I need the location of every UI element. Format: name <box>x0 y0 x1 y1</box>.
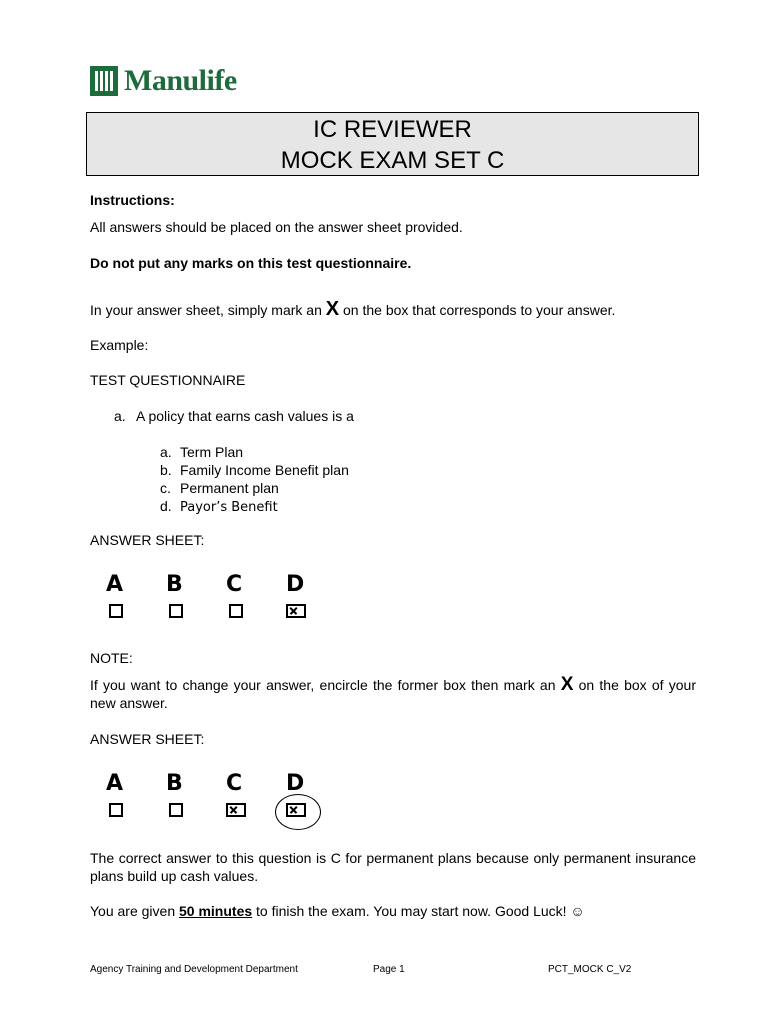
footer-page-number: Page 1 <box>373 964 405 975</box>
question-text: A policy that earns cash values is a <box>136 408 354 424</box>
time-instruction: You are given 50 minutes to finish the exam. You may start now. Good Luck! ☺ <box>90 903 585 919</box>
answer-letter-b: B <box>166 572 183 597</box>
mark-instruction-post: on the box that corresponds to your answer. <box>339 302 616 318</box>
option-b: b. Family Income Benefit plan <box>160 462 349 478</box>
options-list <box>160 443 349 515</box>
manulife-logo <box>90 64 237 98</box>
answer-letter-d-2: D <box>286 771 305 796</box>
instructions-line-2: Do not put any marks on this test questionnaire. <box>90 255 412 271</box>
answer-letter-d: D <box>286 572 305 597</box>
option-d: d. Payor’s Benefit <box>160 498 278 515</box>
answer-letter-c-2: C <box>226 771 243 796</box>
answer-sheet-label-2: ANSWER SHEET: <box>90 731 205 747</box>
answer-box-a <box>109 604 123 618</box>
instructions-heading: Instructions: <box>90 192 175 208</box>
answer-box-b <box>169 604 183 618</box>
answer-letter-a: A <box>106 572 124 597</box>
note-heading: NOTE: <box>90 650 133 666</box>
footer-left: Agency Training and Development Department <box>90 964 298 975</box>
answer-box-a-2 <box>109 803 123 817</box>
answer-box-c <box>229 604 243 618</box>
answer-sheet-example-2 <box>106 771 346 817</box>
title-line-1: IC REVIEWER <box>313 116 472 143</box>
explanation: The correct answer to this question is C for permanent plans because only permanent insurance plans build up cash values. <box>90 850 696 884</box>
title-line-2: MOCK EXAM SET C <box>280 147 505 174</box>
answer-sheet-example-1 <box>106 572 346 618</box>
answer-box-b-2 <box>169 803 183 817</box>
answer-letter-a-2: A <box>106 771 124 796</box>
answer-letter-c: C <box>226 572 243 597</box>
example-label: Example: <box>90 337 149 353</box>
manulife-logo-icon <box>90 66 118 96</box>
answer-box-c-2-marked <box>226 803 246 817</box>
option-a: a. Term Plan <box>160 444 244 460</box>
instructions-line-1: All answers should be placed on the answer sheet provided. <box>90 219 463 235</box>
answer-letter-b-2: B <box>166 771 183 796</box>
title-box <box>86 112 699 176</box>
option-c: c. Permanent plan <box>160 480 279 496</box>
x-mark-glyph-2: X <box>560 674 574 695</box>
answer-sheet-label-1: ANSWER SHEET: <box>90 532 205 548</box>
question-label: a. <box>114 408 126 424</box>
logo-text: Manulife <box>124 64 237 97</box>
mark-instruction <box>90 298 615 321</box>
encircle-mark <box>275 794 321 830</box>
time-emphasis: 50 minutes <box>179 903 253 919</box>
answer-box-d-2-marked <box>286 803 306 817</box>
test-questionnaire-label: TEST QUESTIONNAIRE <box>90 372 246 388</box>
footer-right: PCT_MOCK C_V2 <box>548 964 632 975</box>
question <box>114 408 354 424</box>
answer-box-d-marked <box>286 604 306 618</box>
note-text: If you want to change your answer, encircle the former box then mark an X on the box of your new answer. <box>90 674 697 711</box>
mark-instruction-pre: In your answer sheet, simply mark an <box>90 302 326 318</box>
x-mark-glyph: X <box>325 298 340 320</box>
